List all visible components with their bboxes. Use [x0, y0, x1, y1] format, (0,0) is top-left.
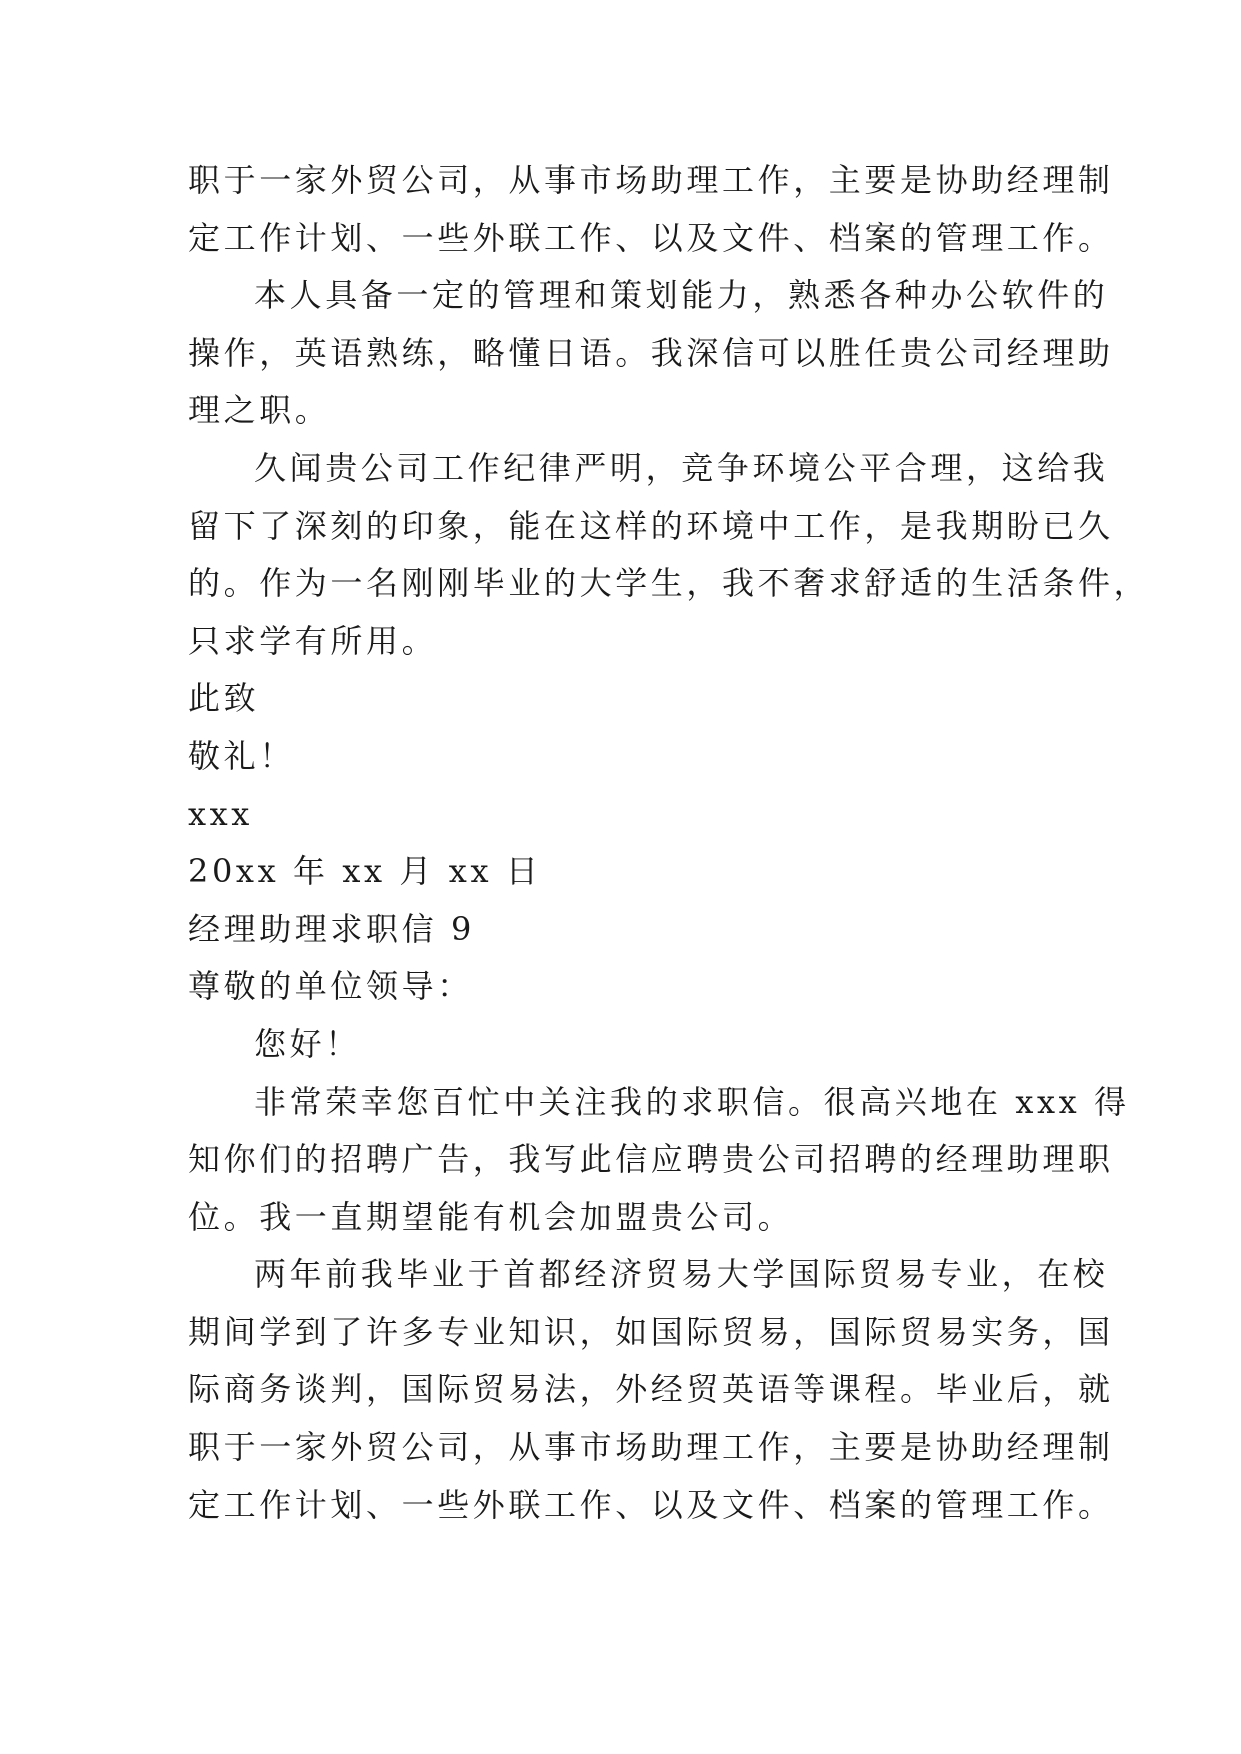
text-line: 操作，英语熟练，略懂日语。我深信可以胜任贵公司经理助 [188, 333, 1114, 372]
text-line: 定工作计划、一些外联工作、以及文件、档案的管理工作。 [188, 218, 1114, 257]
text-line: 际商务谈判，国际贸易法，外经贸英语等课程。毕业后，就 [188, 1370, 1114, 1409]
text-line: 知你们的招聘广告，我写此信应聘贵公司招聘的经理助理职 [188, 1140, 1114, 1179]
text-line: 两年前我毕业于首都经济贸易大学国际贸易专业，在校 [254, 1255, 1109, 1294]
section-title: 经理助理求职信 9 [188, 909, 475, 948]
text-line: 您好！ [254, 1024, 361, 1063]
greeting-line: 尊敬的单位领导： [188, 967, 473, 1006]
text-line: 非常荣幸您百忙中关注我的求职信。很高兴地在 xxx 得 [254, 1082, 1130, 1121]
text-line: 定工作计划、一些外联工作、以及文件、档案的管理工作。 [188, 1485, 1114, 1524]
text-line: 职于一家外贸公司，从事市场助理工作，主要是协助经理制 [188, 1428, 1114, 1467]
text-line: 的。作为一名刚刚毕业的大学生，我不奢求舒适的生活条件， [188, 564, 1150, 603]
text-line: 留下了深刻的印象，能在这样的环境中工作，是我期盼已久 [188, 506, 1114, 545]
salutation-line: 敬礼！ [188, 736, 295, 775]
signature-name: xxx [188, 794, 253, 833]
signature-date: 20xx 年 xx 月 xx 日 [188, 852, 542, 891]
document-page [188, 152, 1150, 1534]
closing-line: 此致 [188, 679, 260, 718]
text-line: 只求学有所用。 [188, 621, 438, 660]
text-line: 本人具备一定的管理和策划能力，熟悉各种办公软件的 [254, 276, 1109, 315]
text-line: 期间学到了许多专业知识，如国际贸易，国际贸易实务，国 [188, 1312, 1114, 1351]
text-line: 理之职。 [188, 391, 331, 430]
text-line: 位。我一直期望能有机会加盟贵公司。 [188, 1197, 794, 1236]
text-line: 久闻贵公司工作纪律严明，竞争环境公平合理，这给我 [254, 448, 1109, 487]
text-line: 职于一家外贸公司，从事市场助理工作，主要是协助经理制 [188, 161, 1114, 199]
